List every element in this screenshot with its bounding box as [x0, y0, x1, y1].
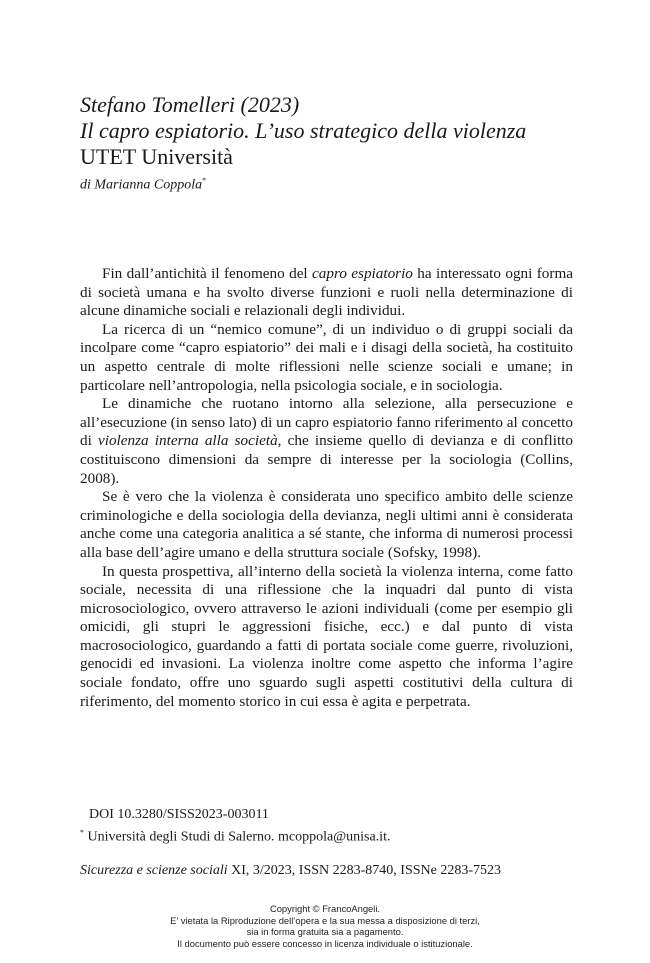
paragraph-3-text-c: , che insieme quello di devianza e di conflitto costituiscono dimensioni da sempre di interesse per la sociologia (Collins, 2008). [80, 432, 573, 487]
book-title: Il capro espiatorio. L’uso strategico della violenza [80, 118, 527, 143]
copyright-line-4: Il documento può essere concesso in licenza individuale o istituzionale. [177, 937, 473, 949]
journal-details: XI, 3/2023, ISSN 2283-8740, ISSNe 2283-7523 [227, 863, 502, 878]
copyright-line-1: Copyright © FrancoAngeli. [269, 903, 381, 914]
paragraph-1-text-c: ha interessato ogni forma di società umana e ha svolto diverse funzioni e ruoli nella determinazione di alcune dinamiche sociali e relazionali degli individui. [80, 265, 574, 320]
paragraph-3 [80, 395, 573, 488]
reviewer-name: di Marianna Coppola [80, 177, 203, 193]
paragraph-1-text-a: Fin dall’antichità il fenomeno del [102, 265, 313, 282]
footnotes [80, 806, 580, 847]
paragraph-4: Se è vero che la violenza è considerata uno specifico ambito delle scienze criminologiche e della sociologia della devianza, negli ultimi anni è considerata anche come una categoria analitica a sé stante, che informa di numerosi processi alla base dell’agire umano e della struttura sociale (Sofsky, 1998). [80, 488, 573, 561]
affiliation-text: Università degli Studi di Salerno. mcoppola@unisa.it. [84, 829, 391, 845]
copyright-line-2: E’ vietata la Riproduzione dell’opera e la sua messa a disposizione di terzi, [170, 914, 480, 926]
review-body [80, 265, 573, 711]
review-header [80, 92, 580, 195]
copyright-notice [0, 903, 650, 949]
book-author: Stefano Tomelleri (2023) [80, 92, 300, 117]
journal-citation [80, 862, 600, 880]
reviewer-footnote-mark: * [202, 176, 207, 185]
doi-line: DOI 10.3280/SISS2023-003011 [89, 807, 269, 822]
affiliation-footnote [80, 824, 580, 847]
book-publisher: UTET Università [80, 144, 233, 169]
journal-name: Sicurezza e scienze sociali [80, 863, 228, 878]
paragraph-2: La ricerca di un “nemico comune”, di un individuo o di gruppi sociali da incolpare come “capro espiatorio” dei mali e i disagi della società, ha costituito un aspetto centrale di molte riflessioni nelle scienze sociali e umane; in particolare nell’antropologia, nella psicologia sociale, e in sociologia. [80, 320, 573, 394]
paragraph-1 [80, 265, 573, 321]
paragraph-1-emphasis: capro espiatorio [312, 265, 413, 282]
paragraph-3-text-a: Le dinamiche che ruotano intorno alla selezione, alla persecuzione e all’esecuzione (in senso lato) di un capro espiatorio fanno riferimento al concetto di [80, 395, 573, 450]
paragraph-3-emphasis: violenza interna alla società [98, 432, 278, 450]
reviewer-line [80, 172, 580, 195]
affiliation-footnote-mark: * [80, 828, 84, 837]
copyright-line-3: sia in forma gratuita sia a pagamento. [246, 926, 404, 938]
paragraph-5: In questa prospettiva, all’interno della società la violenza interna, come fatto sociale, necessita di una riflessione che la inquadri dal punto di vista microsociologico, ovvero attraverso le azioni individuali (come per esempio gli omicidi, gli stupri le aggressioni fisiche, ecc.) e dal punto di vista macrosociologico, guardando a fatti di portata sociale come guerre, rivoluzioni, genocidi ed invasioni. La violenza inoltre come aspetto che informa l’agire sociale fondato, offre uno sguardo sugli aspetti costitutivi della cultura di riferimento, del momento storico in cui essa è agita e perpetrata. [80, 562, 573, 710]
